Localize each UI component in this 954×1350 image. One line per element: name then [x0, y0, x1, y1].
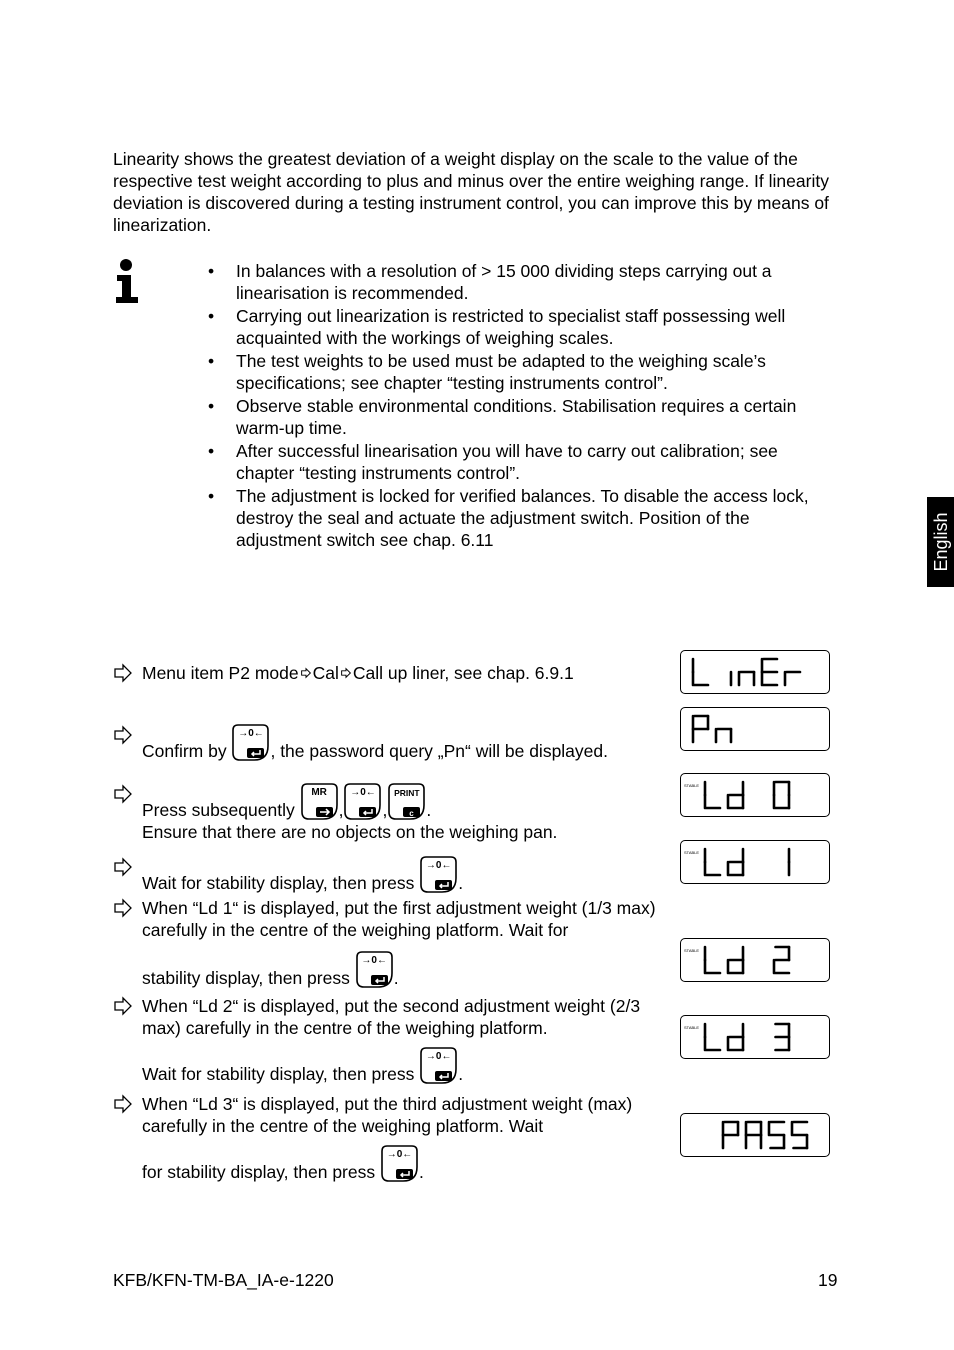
note-item [208, 395, 838, 439]
footer-doc-id: KFB/KFN-TM-BA_IA-e-1220 [113, 1270, 334, 1290]
note-text: Observe stable environmental conditions. Stabilisation requires a certain warm-up time. [236, 396, 797, 438]
stable-indicator: STABLE [684, 783, 700, 788]
key-label: →0← [361, 955, 387, 966]
step-arrow-icon [113, 856, 133, 878]
print-key-icon [388, 783, 425, 820]
zero-enter-key-icon [356, 951, 393, 988]
key-label: →0← [350, 787, 376, 798]
inline-arrow-icon [299, 667, 313, 679]
note-text: Carrying out linearization is restricted to specialist staff possessing well acquainted with the workings of weighing scales. [236, 306, 786, 348]
step-2 [113, 724, 668, 762]
lcd-text [681, 841, 828, 882]
footer-page-number: 19 [818, 1270, 838, 1290]
step-7 [113, 1093, 668, 1183]
zero-enter-key-icon [420, 856, 457, 893]
zero-enter-key-icon [420, 1047, 457, 1084]
zero-enter-key-icon [344, 783, 381, 820]
info-icon [114, 258, 140, 304]
intro-paragraph: Linearity shows the greatest deviation of a weight display on the scale to the value of the respective test weight according to plus and minus over the entire weighing range. If linearity deviation is discovered during a testing instrument control, you can improve this by means of linearization. [113, 149, 829, 235]
note-text: The adjustment is locked for verified balances. To disable the access lock, destroy the seal and actuate the adjustment switch. Position of the adjustment switch see chap. 6.11 [236, 486, 809, 550]
key-label: →0← [425, 860, 452, 871]
key-label: MR [311, 787, 327, 798]
stable-indicator: STABLE [684, 850, 700, 855]
step-text: Wait for stability display, then press →0← . [142, 856, 668, 894]
step-5 [113, 897, 668, 989]
stable-indicator: STABLE [684, 1025, 700, 1030]
lcd-display-pass [680, 1113, 830, 1157]
step-text: When “Ld 1“ is displayed, put the first adjustment weight (1/3 max) carefully in the centre of the weighing platform. Wait for stability display, then press →0← . [142, 898, 656, 988]
lcd-text [681, 774, 828, 815]
note-item [208, 350, 838, 394]
lcd-display-ld1 [680, 840, 830, 884]
note-item [208, 260, 838, 304]
mr-key-icon [301, 783, 338, 820]
step-text: When “Ld 2“ is displayed, put the second adjustment weight (2/3 max) carefully in the centre of the weighing platform. Wait for stability display, then press →0← . [142, 996, 641, 1084]
lcd-text [681, 1114, 828, 1155]
step-arrow-icon [113, 662, 133, 684]
step-1 [113, 662, 668, 684]
lcd-display-ld2 [680, 938, 830, 982]
lcd-text [681, 651, 828, 692]
bullet: • [208, 441, 215, 461]
step-arrow-icon [113, 995, 133, 1017]
lcd-display-ld0 [680, 773, 830, 817]
bullet: • [208, 306, 215, 326]
key-label: →0← [238, 728, 264, 739]
note-text: The test weights to be used must be adapted to the weighing scale’s specifications; see chapter “testing instruments control”. [236, 351, 766, 393]
step-arrow-icon [113, 724, 133, 746]
notes-list [208, 260, 838, 552]
language-tab-label: English [930, 512, 951, 572]
step-arrow-icon [113, 1093, 133, 1115]
zero-enter-key-icon [232, 724, 269, 761]
step-text: When “Ld 3“ is displayed, put the third adjustment weight (max) carefully in the centre of the weighing platform. Wait for stability display, then press →0← . [142, 1094, 633, 1182]
bullet: • [208, 261, 215, 281]
bullet: • [208, 351, 215, 371]
lcd-text [681, 708, 828, 749]
lcd-display-pn [680, 707, 830, 751]
bullet: • [208, 486, 215, 506]
lcd-text [681, 1016, 828, 1057]
note-item [208, 485, 838, 551]
language-tab [927, 497, 954, 587]
note-item [208, 305, 838, 349]
step-4 [113, 856, 668, 894]
note-text: After successful linearisation you will have to carry out calibration; see chapter “testing instruments control”. [236, 441, 778, 483]
step-text: Confirm by →0← , the password query „Pn“ will be displayed. [142, 724, 668, 762]
step-text: Menu item P2 mode Cal Call up liner, see chap. 6.9.1 [142, 663, 574, 683]
key-label: →0← [386, 1149, 413, 1160]
note-text: In balances with a resolution of > 15 000 dividing steps carrying out a linearisation is recommended. [236, 261, 772, 303]
stable-indicator: STABLE [684, 948, 700, 953]
step-3 [113, 783, 668, 843]
step-6 [113, 995, 668, 1085]
bullet: • [208, 396, 215, 416]
step-arrow-icon [113, 897, 133, 919]
inline-arrow-icon [339, 667, 353, 679]
key-label: →0← [425, 1051, 452, 1062]
step-text: Press subsequently MR , →0← , c PRINT . Ensure that there are no objects on the weighing pan. [142, 783, 668, 843]
note-item [208, 440, 838, 484]
lcd-display-ld3 [680, 1015, 830, 1059]
zero-enter-key-icon [381, 1145, 418, 1182]
step-arrow-icon [113, 783, 133, 805]
lcd-text [681, 939, 828, 980]
key-label: PRINT [394, 788, 420, 798]
lcd-display-liner [680, 650, 830, 694]
svg-text:c: c [409, 809, 415, 818]
